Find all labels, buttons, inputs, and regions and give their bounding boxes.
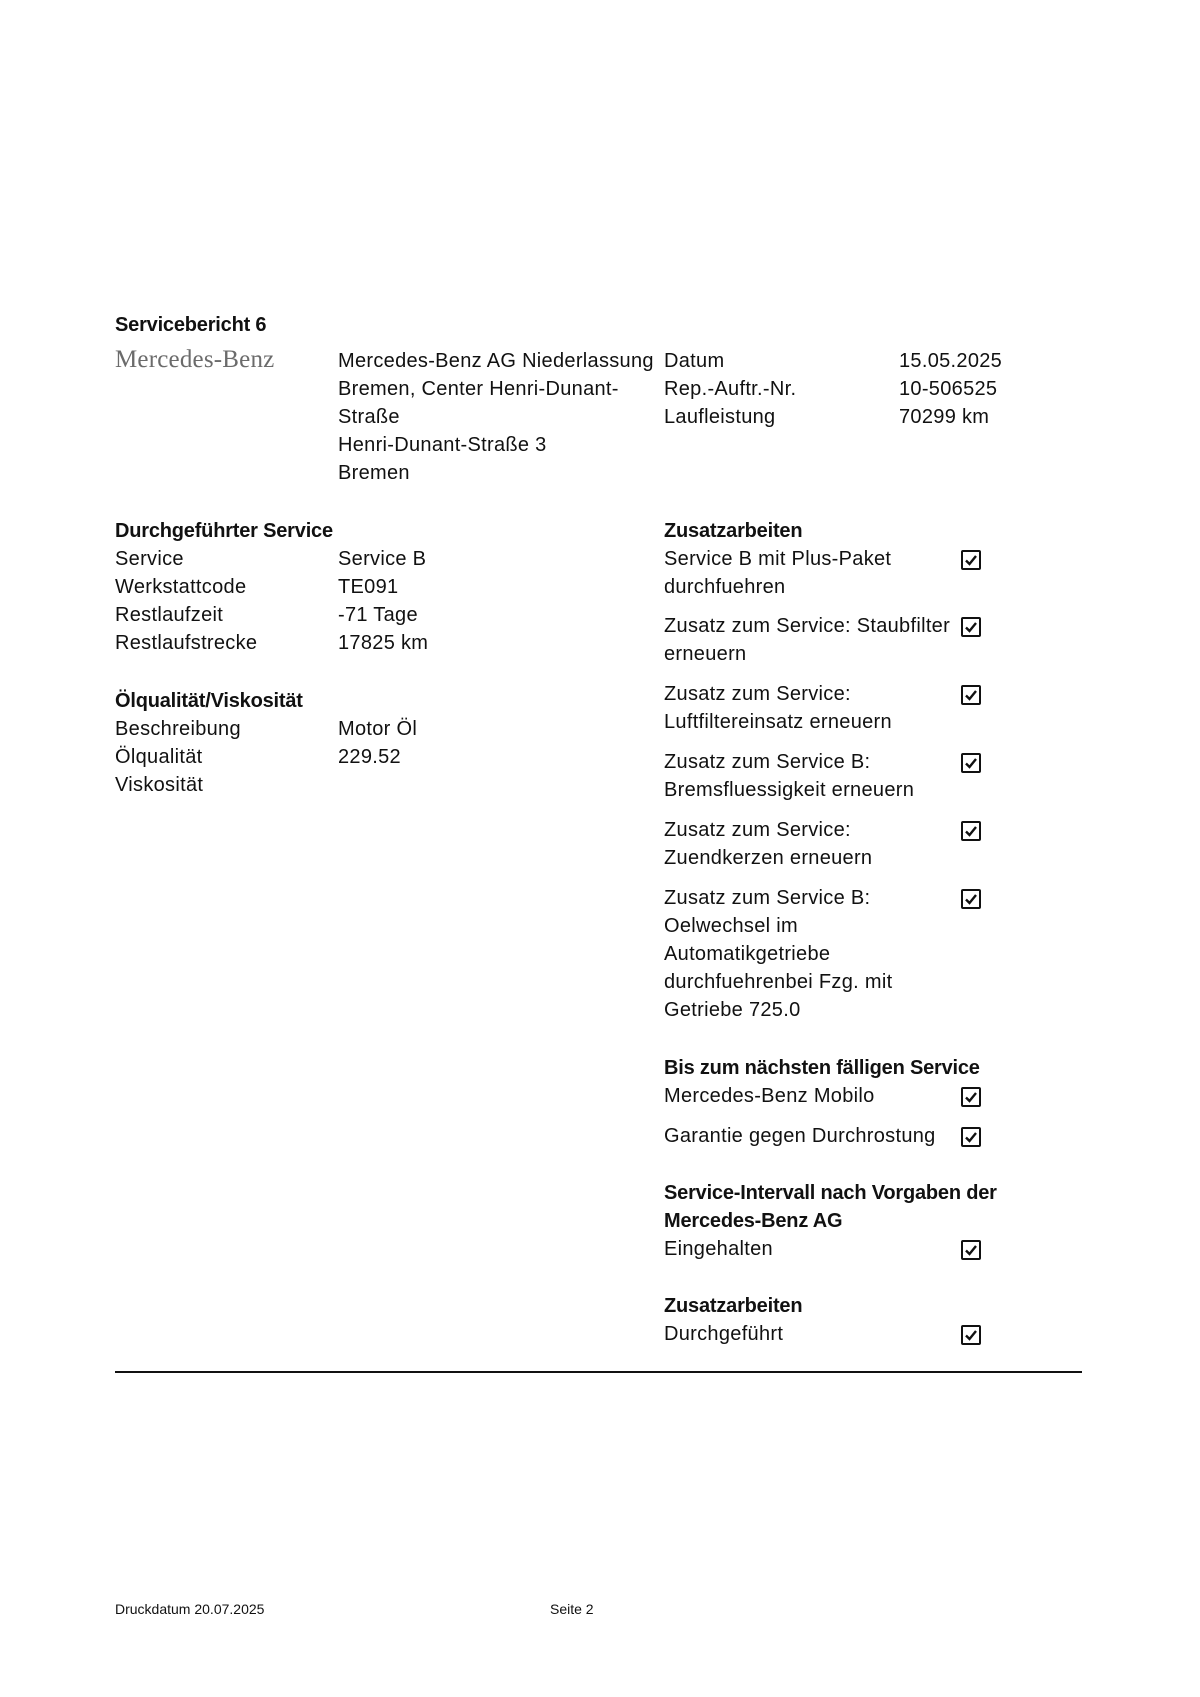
check-icon (964, 688, 978, 702)
check-icon (964, 1130, 978, 1144)
page-number: Seite 2 (550, 1601, 594, 1617)
extra-work-item (664, 884, 984, 1024)
service-row (115, 629, 525, 657)
extra-work-item (664, 612, 984, 668)
row-label: Restlaufstrecke (115, 632, 258, 654)
row-label: Beschreibung (115, 718, 241, 740)
checkbox-checked[interactable] (961, 1087, 981, 1107)
dealer-line: Bremen (338, 462, 410, 484)
checkbox-checked[interactable] (961, 753, 981, 773)
interval-item (664, 1235, 984, 1263)
extra-work-item (664, 680, 984, 736)
dealer-line: Henri-Dunant-Straße 3 (338, 434, 547, 456)
check-icon (964, 756, 978, 770)
interval-heading (664, 1179, 997, 1235)
extra-work-summary-heading: Zusatzarbeiten (664, 1295, 803, 1317)
check-icon (964, 892, 978, 906)
oil-section (115, 687, 535, 807)
item-label: Zusatz zum Service: Staubfilter erneuern (664, 615, 951, 665)
item-label: Zusatz zum Service: Luftfiltereinsatz erneuern (664, 683, 892, 733)
row-value: Motor Öl (338, 718, 418, 740)
field-value: 10-506525 (899, 378, 998, 400)
extra-work-item (664, 816, 984, 872)
next-service-item (664, 1082, 984, 1110)
field-label: Datum (664, 350, 725, 372)
interval-heading-line: Service-Intervall nach Vorgaben der (664, 1182, 997, 1204)
row-label: Ölqualität (115, 746, 203, 768)
oil-heading: Ölqualität/Viskosität (115, 690, 303, 712)
right-column (664, 517, 1009, 1357)
row-value: Service B (338, 548, 427, 570)
check-icon (964, 1328, 978, 1342)
row-label: Restlaufzeit (115, 604, 224, 626)
extra-work-item (664, 748, 984, 804)
extra-work-item (664, 545, 984, 601)
header-field-datum (664, 347, 1009, 375)
checkbox-checked[interactable] (961, 1325, 981, 1345)
field-value: 70299 km (899, 406, 990, 428)
row-label: Werkstattcode (115, 576, 247, 598)
extra-work-heading: Zusatzarbeiten (664, 520, 803, 542)
print-date: Druckdatum 20.07.2025 (115, 1601, 265, 1617)
report-title: Servicebericht 6 (115, 314, 267, 336)
service-row (115, 601, 525, 629)
extra-work-summary-item (664, 1320, 984, 1348)
item-label: Zusatz zum Service B: Bremsfluessigkeit erneuern (664, 751, 915, 801)
row-label: Service (115, 548, 184, 570)
next-service-heading: Bis zum nächsten fälligen Service (664, 1057, 980, 1079)
service-section (115, 517, 535, 667)
interval-heading-line: Mercedes-Benz AG (664, 1210, 843, 1232)
service-row (115, 545, 525, 573)
field-label: Laufleistung (664, 406, 776, 428)
dealer-line: Straße (338, 406, 400, 428)
checkbox-checked[interactable] (961, 617, 981, 637)
check-icon (964, 620, 978, 634)
check-icon (964, 824, 978, 838)
check-icon (964, 1090, 978, 1104)
item-label: Eingehalten (664, 1238, 773, 1260)
dealer-line: Bremen, Center Henri-Dunant- (338, 378, 619, 400)
check-icon (964, 1243, 978, 1257)
item-label: Zusatz zum Service: Zuendkerzen erneuern (664, 819, 873, 869)
checkbox-checked[interactable] (961, 685, 981, 705)
header-field-order-number (664, 375, 1009, 403)
oil-row (115, 771, 525, 799)
item-label: Service B mit Plus-Paket durchfuehren (664, 548, 892, 598)
row-value: -71 Tage (338, 604, 418, 626)
row-value: 229.52 (338, 746, 401, 768)
field-label: Rep.-Auftr.-Nr. (664, 378, 797, 400)
oil-row (115, 715, 525, 743)
service-row (115, 573, 525, 601)
next-service-item (664, 1122, 984, 1150)
checkbox-checked[interactable] (961, 889, 981, 909)
item-label: Garantie gegen Durchrostung (664, 1125, 936, 1147)
item-label: Durchgeführt (664, 1323, 784, 1345)
item-label: Mercedes-Benz Mobilo (664, 1085, 875, 1107)
row-label: Viskosität (115, 774, 204, 796)
section-divider (115, 1371, 1082, 1373)
oil-row (115, 743, 525, 771)
header-fields (664, 347, 1009, 437)
header-field-mileage (664, 403, 1009, 431)
row-value: 17825 km (338, 632, 429, 654)
row-value: TE091 (338, 576, 399, 598)
dealer-line: Mercedes-Benz AG Niederlassung (338, 350, 654, 372)
mercedes-benz-logo: Mercedes-Benz (115, 346, 275, 373)
checkbox-checked[interactable] (961, 1240, 981, 1260)
checkbox-checked[interactable] (961, 1127, 981, 1147)
checkbox-checked[interactable] (961, 550, 981, 570)
field-value: 15.05.2025 (899, 350, 1003, 372)
check-icon (964, 553, 978, 567)
dealer-address (338, 347, 654, 487)
checkbox-checked[interactable] (961, 821, 981, 841)
service-heading: Durchgeführter Service (115, 520, 333, 542)
item-label: Zusatz zum Service B: Oelwechsel im Automatikgetriebe durchfuehrenbei Fzg. mit Getriebe 725.0 (664, 887, 893, 1021)
